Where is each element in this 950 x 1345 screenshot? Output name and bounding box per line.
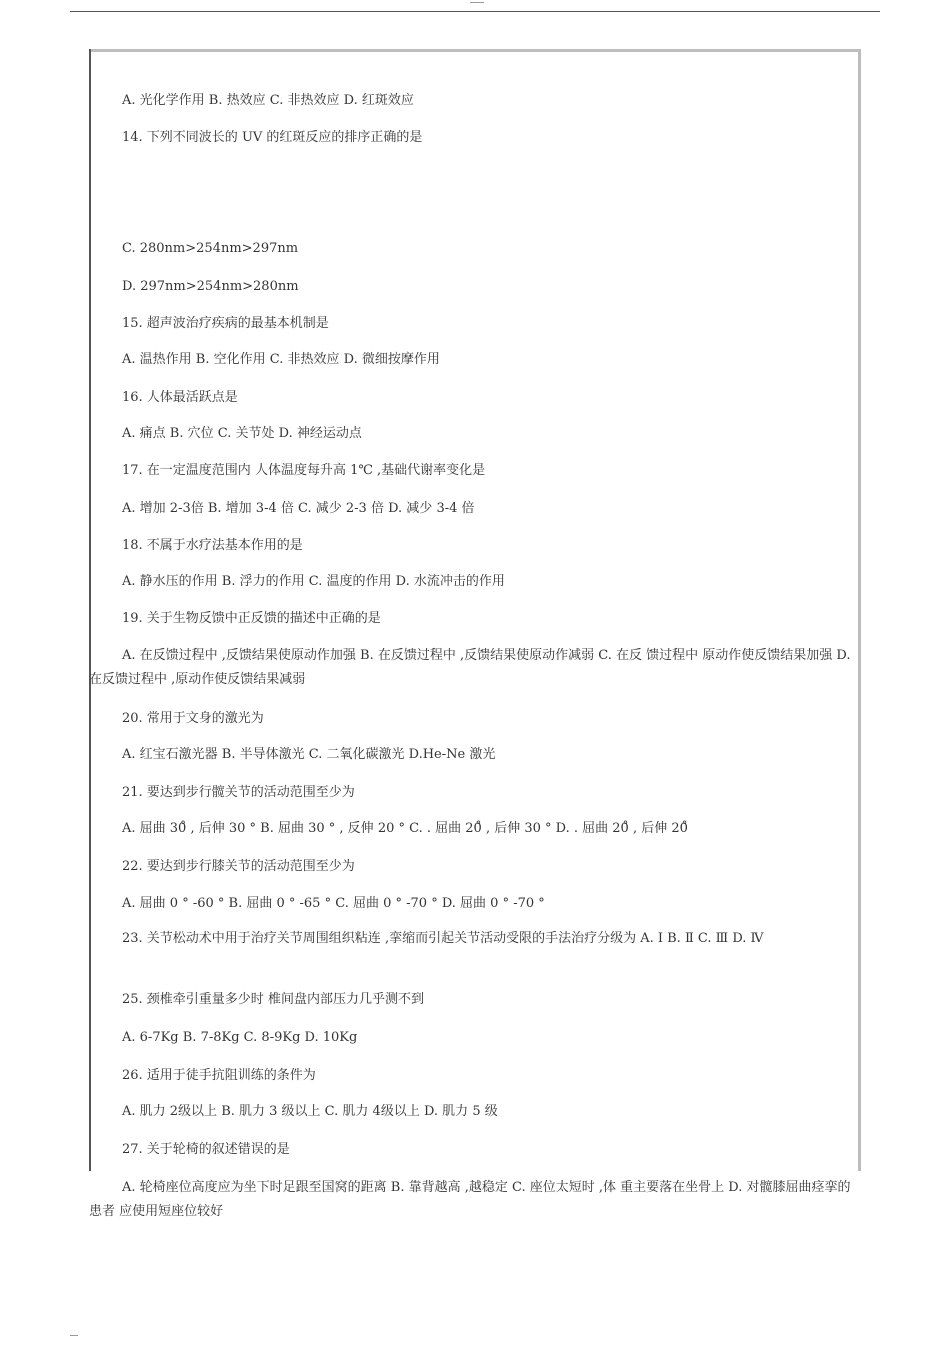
frame-right-border: [858, 49, 861, 1171]
text-line: 26. 适用于徒手抗阻训练的条件为: [122, 1068, 316, 1083]
text-line: A. 光化学作用 B. 热效应 C. 非热效应 D. 红斑效应: [122, 93, 414, 108]
text-paragraph: A. 在反馈过程中 ,反馈结果使原动作加强 B. 在反馈过程中 ,反馈结果使原动作减弱 C. 在反 馈过程中 原动作使反馈结果加强 D. 在反馈过程中 ,原动作使反馈结果减弱: [89, 648, 851, 687]
text-line: 17. 在一定温度范围内 人体温度每升高 1℃ ,基础代谢率变化是: [122, 463, 486, 478]
text-line: 16. 人体最活跃点是: [122, 390, 238, 405]
header-mark: [470, 2, 484, 3]
text-line: A. 温热作用 B. 空化作用 C. 非热效应 D. 微细按摩作用: [122, 352, 440, 367]
text-line: 21. 要达到步行髋关节的活动范围至少为: [122, 785, 355, 800]
footer-mark: [70, 1335, 78, 1336]
text-paragraph: 23. 关节松动术中用于治疗关节周围组织粘连 ,挛缩而引起关节活动受限的手法治疗分级为 A. Ⅰ B. Ⅱ C. Ⅲ D. Ⅳ: [122, 931, 764, 946]
text-line: A. 红宝石激光器 B. 半导体激光 C. 二氧化碳激光 D.He-Ne 激光: [122, 747, 496, 762]
text-line: 27. 关于轮椅的叙述错误的是: [122, 1142, 290, 1157]
text-line: A. 痛点 B. 穴位 C. 关节处 D. 神经运动点: [122, 426, 362, 441]
text-line: 19. 关于生物反馈中正反馈的描述中正确的是: [122, 611, 381, 626]
frame-left-border: [89, 49, 91, 1171]
frame-top-border: [89, 49, 861, 52]
header-rule: [70, 11, 880, 12]
text-line: A. 屈曲 30̊ , 后伸 30 ° B. 屈曲 30 ° , 反伸 20 ° C. . 屈曲 20̊ , 后伸 30 ° D. . 屈曲 20̊ , 后伸 20̊: [122, 821, 688, 836]
text-paragraph: A. 轮椅座位高度应为坐下时足跟至国窝的距离 B. 靠背越高 ,越稳定 C. 座位太短时 ,体 重主要落在坐骨上 D. 对髋膝屈曲痉挛的患者 应使用短座位较好: [89, 1180, 851, 1219]
text-line: A. 屈曲 0 ° -60 ° B. 屈曲 0 ° -65 ° C. 屈曲 0 ° -70 ° D. 屈曲 0 ° -70 °: [122, 896, 545, 911]
text-line: A. 6-7Kg B. 7-8Kg C. 8-9Kg D. 10Kg: [122, 1030, 358, 1045]
text-line: 22. 要达到步行膝关节的活动范围至少为: [122, 859, 355, 874]
text-line: 15. 超声波治疗疾病的最基本机制是: [122, 316, 329, 331]
text-line: A. 静水压的作用 B. 浮力的作用 C. 温度的作用 D. 水流冲击的作用: [122, 574, 505, 589]
text-line: 25. 颈椎牵引重量多少时 椎间盘内部压力几乎测不到: [122, 992, 424, 1007]
text-line: A. 增加 2-3倍 B. 增加 3-4 倍 C. 减少 2-3 倍 D. 减少 3-4 倍: [122, 501, 475, 516]
text-line: 14. 下列不同波长的 UV 的红斑反应的排序正确的是: [122, 130, 423, 145]
text-line: 18. 不属于水疗法基本作用的是: [122, 538, 303, 553]
text-line: A. 肌力 2级以上 B. 肌力 3 级以上 C. 肌力 4级以上 D. 肌力 5 级: [122, 1104, 498, 1119]
text-line: C. 280nm>254nm>297nm: [122, 241, 299, 256]
text-line: 20. 常用于文身的激光为: [122, 711, 264, 726]
text-line: D. 297nm>254nm>280nm: [122, 279, 299, 294]
